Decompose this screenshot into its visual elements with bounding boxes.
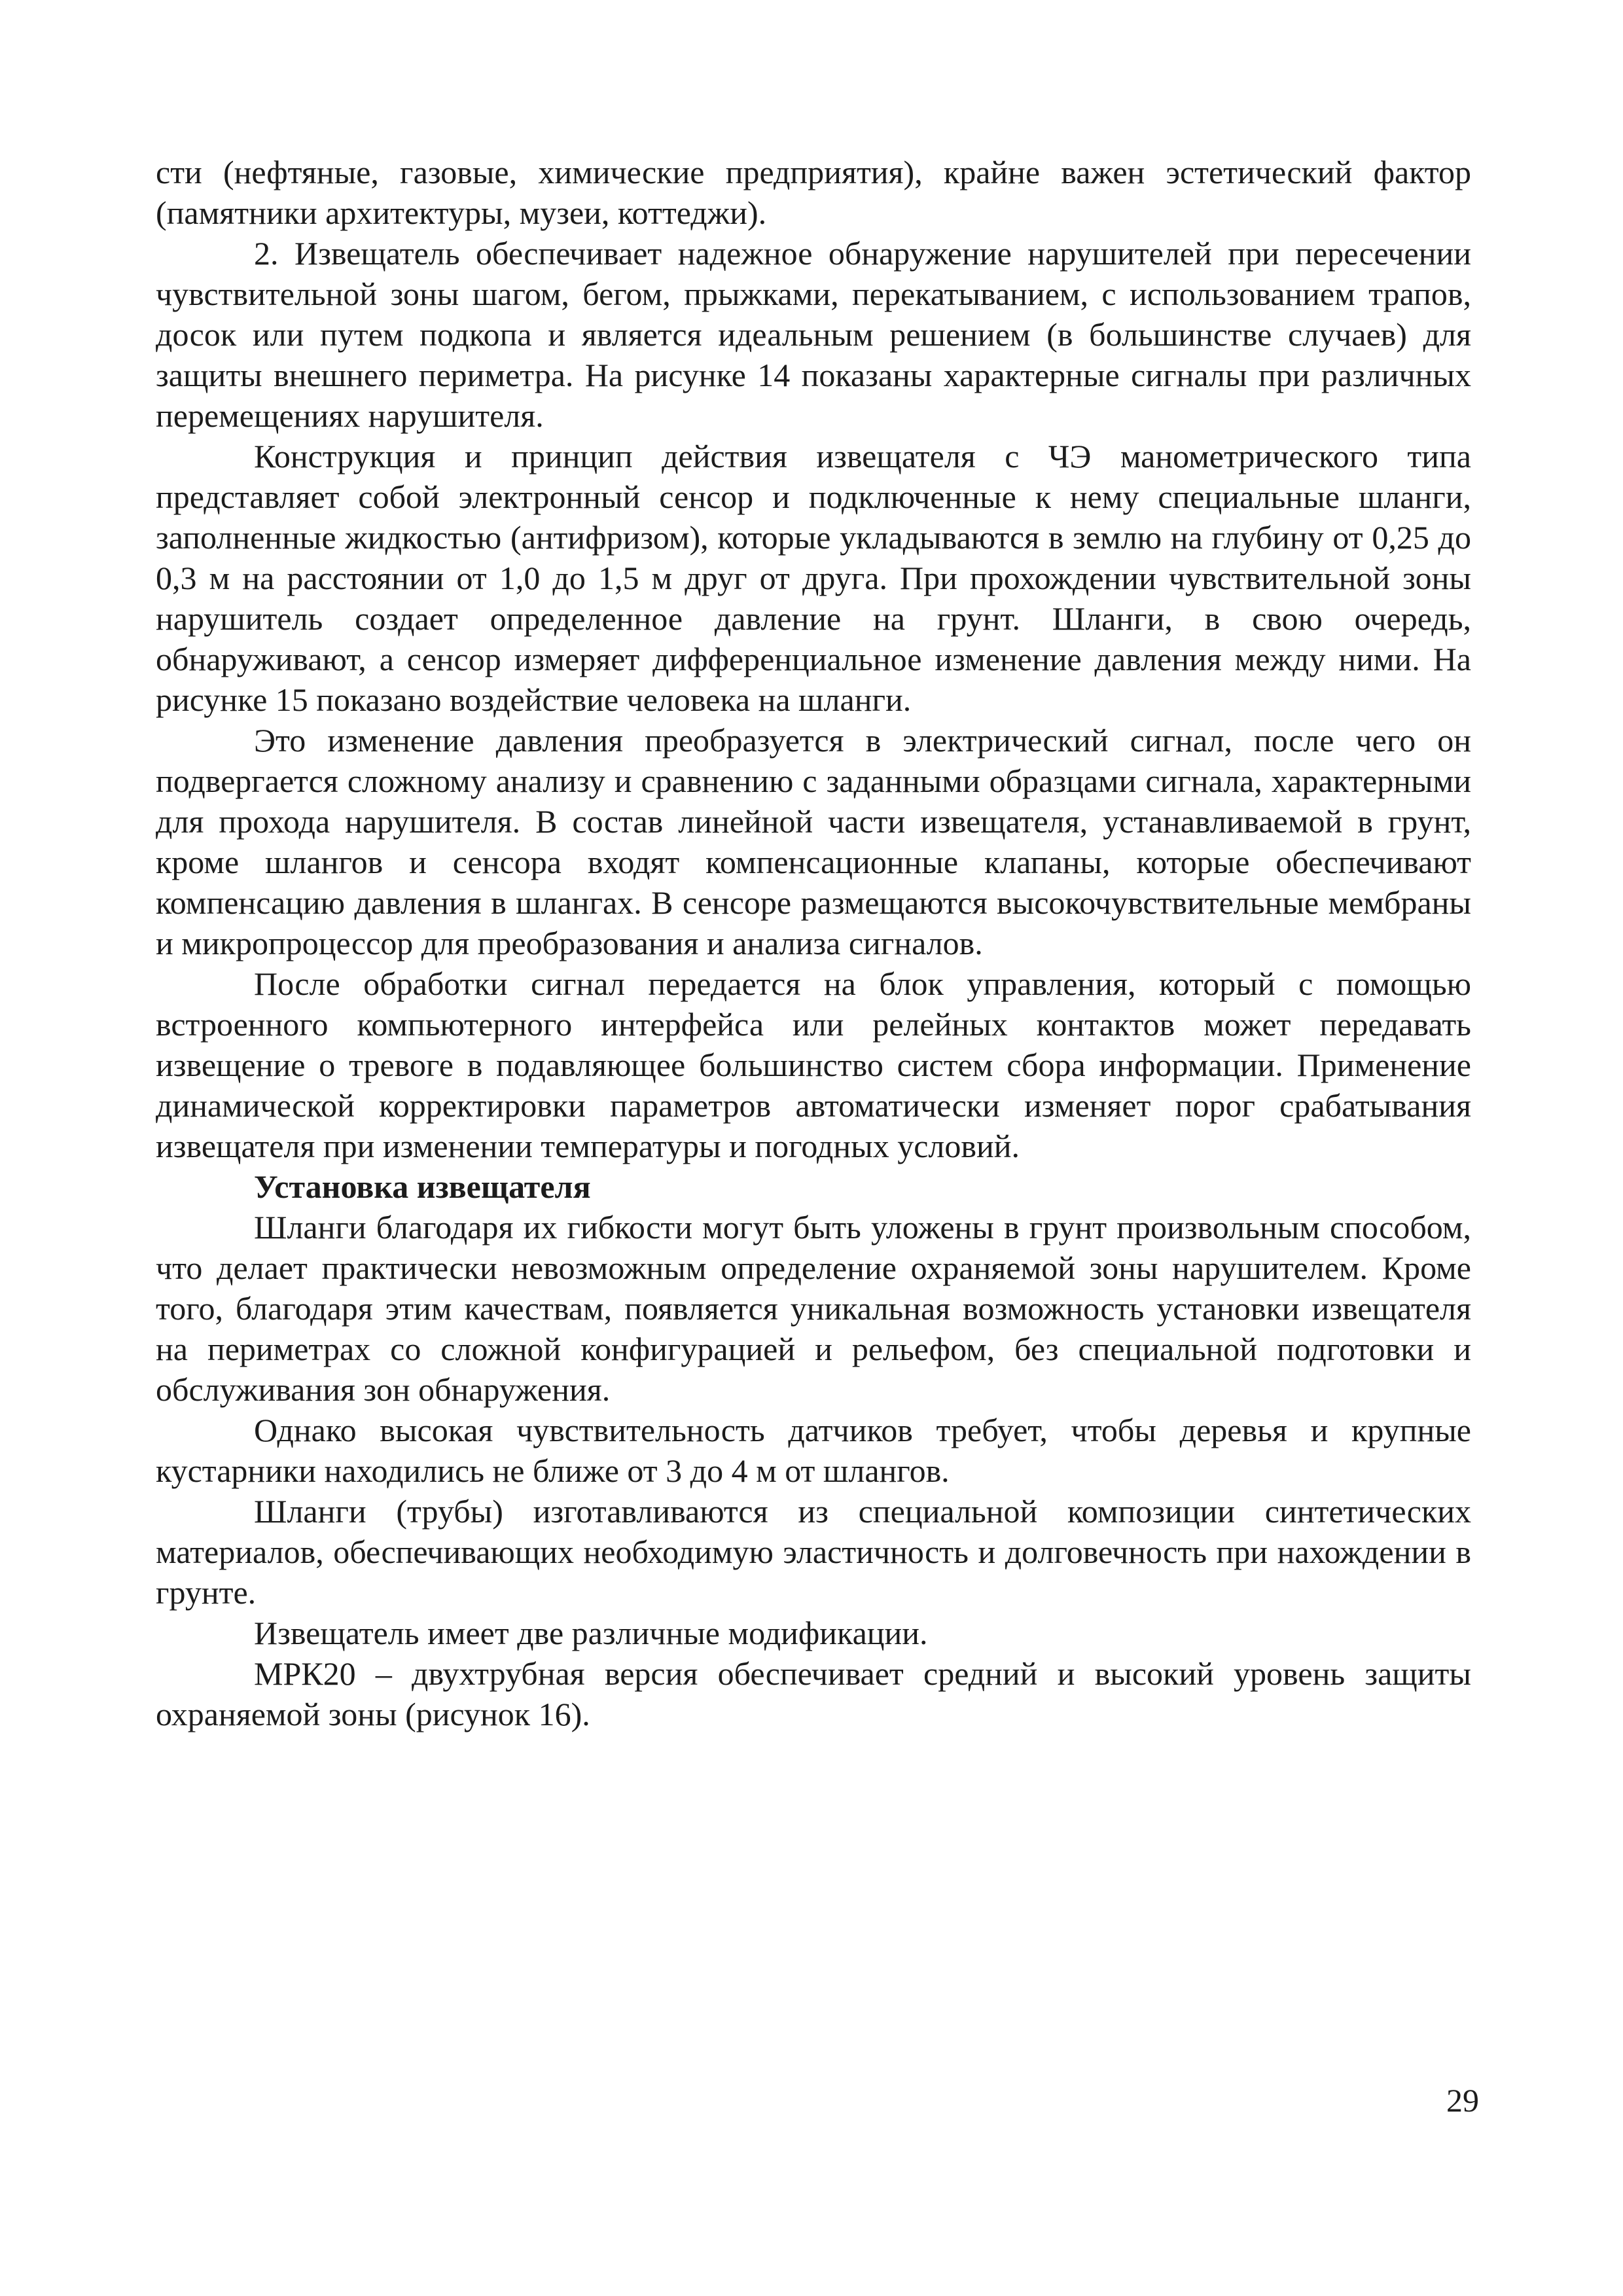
paragraph-signal-processing: После обработки сигнал передается на блок управления, который с помощью встроенного компьютерного интерфейса или релейных контактов может передавать извещение о тревоге в подавляющее большинство систем сбора информации. Применение динамической корректировки параметров автоматически изменяет порог срабатывания извещателя при изменении температуры и погодных условий.	[156, 965, 1471, 1164]
paragraph-construction-principle: Конструкция и принцип действия извещателя с ЧЭ манометрического типа представляет собой электронный сенсор и подключенные к нему специальные шланги, заполненные жидкостью (антифризом), которые укладываются в землю на глубину от 0,25 до 0,3 м на расстоянии от 1,0 до 1,5 м друг от друга. При прохождении чувствительной зоны нарушитель создает определенное давление на грунт. Шланги, в свою очередь, обнаруживают, а сенсор измеряет дифференциальное изменение давления между ними. На рисунке 15 показано воздействие человека на шланги.	[156, 438, 1471, 718]
paragraph-signal-conversion: Это изменение давления преобразуется в электрический сигнал, после чего он подвергается сложному анализу и сравнению с заданными образцами сигнала, характерными для прохода нарушителя. В состав линейной части извещателя, устанавливаемой в грунт, кроме шлангов и сенсора входят компенсационные клапаны, которые обеспечивают компенсацию давления в шлангах. В сенсоре размещаются высокочувствительные мембраны и микропроцессор для преобразования и анализа сигналов.	[156, 722, 1471, 961]
paragraph-continuation: сти (нефтяные, газовые, химические предприятия), крайне важен эстетический фактор (памятники архитектуры, музеи, коттеджи).	[156, 154, 1471, 231]
paragraph-hose-materials: Шланги (трубы) изготавливаются из специальной композиции синтетических материалов, обеспечивающих необходимую эластичность и долговечность при нахождении в грунте.	[156, 1493, 1471, 1611]
paragraph-mpk20-version: МРК20 – двухтрубная версия обеспечивает средний и высокий уровень защиты охраняемой зоны (рисунок 16).	[156, 1655, 1471, 1732]
page-number: 29	[1446, 2082, 1479, 2119]
paragraph-hose-flexibility: Шланги благодаря их гибкости могут быть уложены в грунт произвольным способом, что делает практически невозможным определение охраняемой зоны нарушителем. Кроме того, благодаря этим качествам, появляется уникальная возможность установки извещателя на периметрах со сложной конфигурацией и рельефом, без специальной подготовки и обслуживания зон обнаружения.	[156, 1209, 1471, 1408]
paragraph-detector-detection: 2. Извещатель обеспечивает надежное обнаружение нарушителей при пересечении чувствительной зоны шагом, бегом, прыжками, перекатыванием, с использованием трапов, досок или путем подкопа и является идеальным решением (в большинстве случаев) для защиты внешнего периметра. На рисунке 14 показаны характерные сигналы при различных перемещениях нарушителя.	[156, 235, 1471, 434]
paragraph-modifications: Извещатель имеет две различные модификации.	[254, 1615, 928, 1651]
paragraph-sensitivity-trees: Однако высокая чувствительность датчиков требует, чтобы деревья и крупные кустарники находились не ближе от 3 до 4 м от шлангов.	[156, 1412, 1471, 1489]
page-body	[156, 152, 1471, 1734]
section-heading-installation: Установка извещателя	[254, 1168, 591, 1205]
